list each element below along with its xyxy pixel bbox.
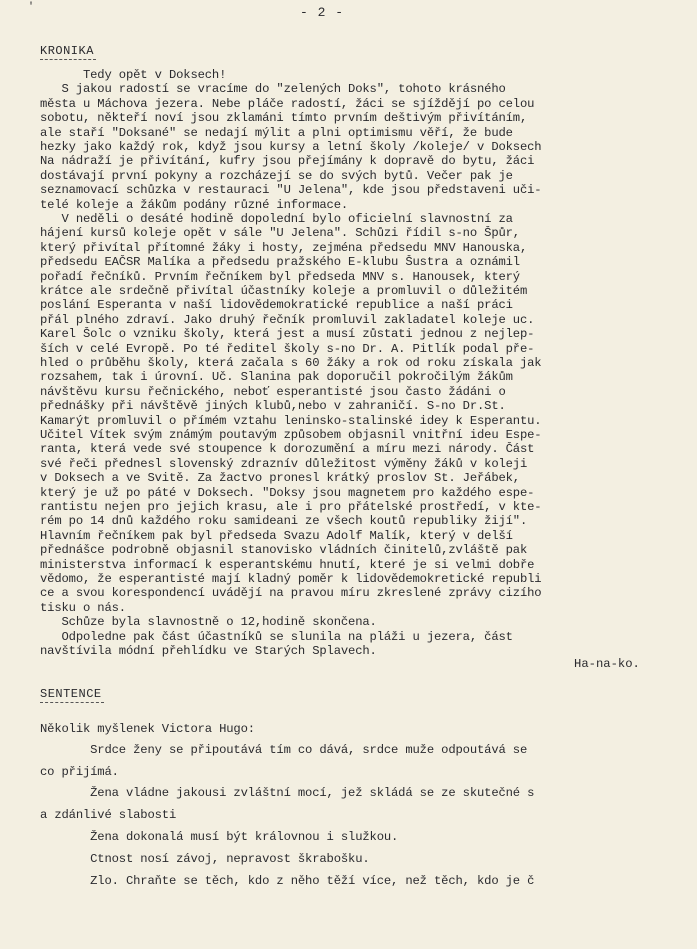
kronika-line: hled o průběhu školy, která začala s 60 žáky a rok od roku získala jak — [40, 356, 542, 370]
kronika-line: ranta, která vede své stoupence k dorozumění a míru mezi národy. Část — [40, 442, 535, 457]
kronika-line: přednášky při návštěvě jiných klubů,nebo v zahraničí. S-no Dr.St. — [40, 399, 506, 414]
page-number: - 2 - — [300, 5, 345, 20]
kronika-line: který je už po páté v Doksech. "Doksy jsou magnetem pro každého espe- — [40, 485, 535, 500]
sentence-line: Zlo. Chraňte se těch, kdo z něho těží více, než těch, kdo je č — [40, 874, 535, 888]
kronika-line: přál plného zdraví. Jako druhý řečník promluvil zakladatel koleje uc. — [40, 312, 535, 327]
kronika-line: v Doksech a ve Svitě. Za žactvo pronesl krátký proslov St. Jeřábek, — [40, 471, 520, 486]
kronika-line: Tedy opět v Doksech! — [40, 68, 227, 82]
kronika-line: který přivítal přítomné žáky i hosty, zejména předsedu MNV Hanouska, — [40, 240, 528, 255]
kronika-line: předsedu EAČSR Malíka a předsedu pražského E-klubu Šustra a oznámil — [40, 255, 520, 270]
sentence-line: Srdce ženy se připoutává tím co dává, srdce muže odpoutává se — [40, 743, 528, 757]
kronika-line: Schůze byla slavnostně o 12,hodině skončena. — [40, 615, 377, 630]
kronika-line: navštívila módní přehlídku ve Starých Splavech. — [40, 644, 377, 658]
kronika-line: ce a svou korespondencí uvádějí na pravou míru zkreslené zprávy cizího — [40, 586, 542, 601]
kronika-line: S jakou radostí se vracíme do "zelených Doks", tohoto krásného — [40, 82, 506, 97]
kronika-line: ale staří "Doksané" se nedají mýlit a plni optimismu věří, že bude — [40, 125, 513, 140]
kronika-line: Kamarýt promluvil o přímém vztahu leninsko-stalinské idey k Esperantu. — [40, 413, 542, 428]
kronika-line: své řeči přednesl slovenský zdraznív důležitost výměny žáků v koleji — [40, 456, 528, 471]
kronika-line: rozsahem, tak i úrovní. Uč. Slanina pak doporučil pokročilým žákům — [40, 370, 513, 385]
kronika-line: krátce ale srdečně přivítal účastníky koleje a promluvil o důležitém — [40, 284, 528, 298]
kronika-line: ších v celé Evropě. Po té ředitel školy s-no Dr. A. Pitlík podal pře- — [40, 341, 535, 356]
corner-mark: ' — [28, 2, 35, 13]
kronika-line: hájení kursů koleje opět v sále "U Jelena". Schůzi řídil s-no Špůr, — [40, 226, 520, 241]
kronika-line: Hlavním řečníkem pak byl předseda Svazu Adolf Malík, který v delší — [40, 528, 513, 543]
sentence-line: co přijímá. — [40, 765, 119, 779]
sentence-line: Ctnost nosí závoj, nepravost škrabošku. — [40, 852, 370, 866]
kronika-line: Učitel Vítek svým známým poutavým způsobem objasnil vnitřní ideu Espe- — [40, 428, 542, 442]
kronika-line: rém po 14 dnů každého roku samideani ze všech koutů republiky žijí". — [40, 514, 528, 529]
kronika-line: návštěvu kursu řečnického, neboť esperantisté jsou často žádáni o — [40, 384, 506, 399]
sentence-line: a zdánlivé slabosti — [40, 808, 177, 822]
kronika-line: Karel Šolc o vzniku školy, která jest a musí zůstati jednou z nejlep- — [40, 327, 535, 342]
kronika-line: seznamovací schůzka v restauraci "U Jelena", kde jsou představeni uči- — [40, 183, 542, 198]
kronika-line: přednášce podrobně objasnil stanovisko vládních činitelů,zvláště pak — [40, 543, 528, 558]
kronika-line: města u Máchova jezera. Nebe pláče radostí, žáci se sjíždějí po celou — [40, 96, 535, 111]
kronika-line: pořadí řečníků. Prvním řečníkem byl předseda MNV s. Hanousek, který — [40, 269, 520, 284]
kronika-heading: KRONIKA — [40, 44, 94, 58]
kronika-signature: Ha-na-ko. — [574, 657, 640, 671]
kronika-line: poslání Esperanta v naší lidovědemokratické republice a naší práci — [40, 298, 513, 313]
kronika-line: V neděli o desáté hodině dopolední bylo oficielní slavnostní za — [40, 212, 513, 226]
sentence-intro: Několik myšlenek Victora Hugo: — [40, 722, 255, 736]
sentence-heading: SENTENCE — [40, 687, 102, 701]
kronika-line: hezky jako každý rok, když jsou kursy a letní školy /koleje/ v Doksech — [40, 140, 542, 154]
kronika-line: Odpoledne pak část účastníků se slunila na pláži u jezera, část — [40, 629, 513, 644]
kronika-line: vědomo, že esperantisté mají kladný poměr k lidovědemokretické republi — [40, 572, 542, 586]
sentence-line: Žena dokonalá musí být královnou i služkou. — [40, 830, 399, 844]
kronika-line: telé koleje a žákům podány různé informace. — [40, 197, 349, 212]
kronika-line: dostávají první pokyny a rozcházejí se do svých bytů. Večer pak je — [40, 168, 513, 183]
sentence-line: Žena vládne jakousi zvláštní mocí, jež skládá se ze skutečné s — [40, 786, 535, 800]
kronika-line: rantistu nejen pro jejich krasu, ale i pro přátelské prostředí, v kte- — [40, 500, 542, 514]
kronika-line: Na nádraží je přivítání, kufry jsou přejímány k dopravě do bytu, žáci — [40, 154, 535, 169]
kronika-line: sobotu, někteří noví jsou zklamáni tímto prvním deštivým přivítáním, — [40, 111, 528, 126]
kronika-line: ministerstva informací k esperantskému hnutí, které je si velmi dobře — [40, 557, 535, 572]
kronika-line: tisku o nás. — [40, 600, 126, 615]
